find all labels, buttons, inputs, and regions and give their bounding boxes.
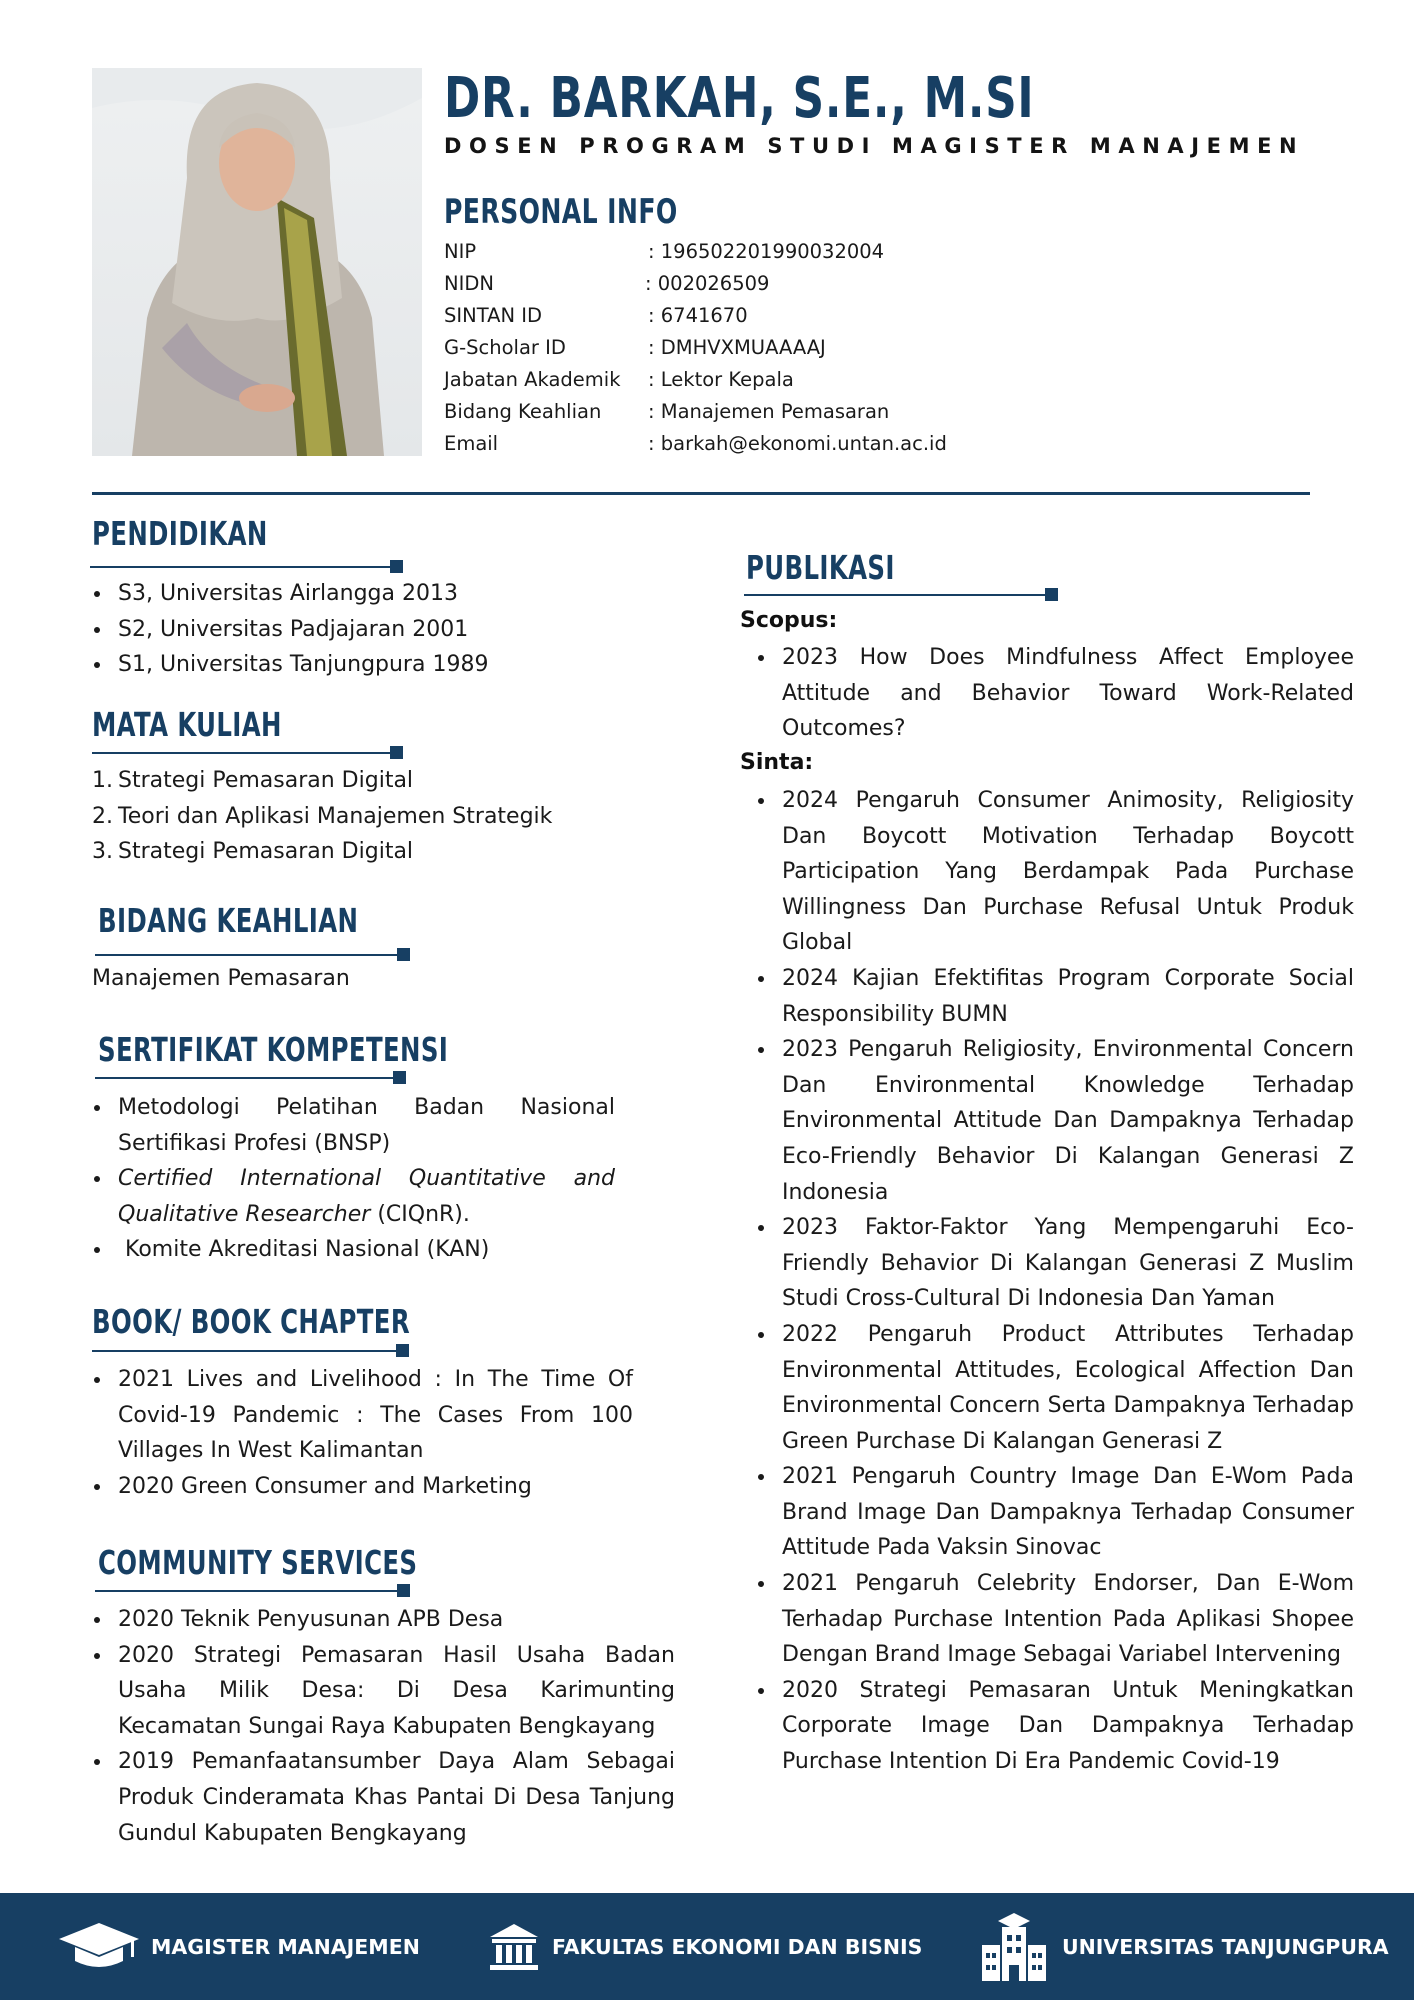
sinta-label: Sinta: xyxy=(740,750,814,775)
list-item: 2020 Teknik Penyusunan APB Desa xyxy=(92,1602,675,1638)
list-item: 2020 Strategi Pemasaran Untuk Meningkatkan Corporate Image Dan Dampaknya Terhadap Purchase Intention Di Era Pandemic Covid-19 xyxy=(756,1673,1354,1780)
community-list xyxy=(92,1602,675,1851)
info-label: Email xyxy=(444,432,499,455)
sertifikat-list xyxy=(92,1090,615,1268)
list-item: Certified International Quantitative and Qualitative Researcher (CIQnR). xyxy=(92,1161,615,1232)
info-value: : DMHVXMUAAAAJ xyxy=(648,336,826,359)
list-item: 3. Strategi Pemasaran Digital xyxy=(92,839,414,865)
list-item: 2021 Pengaruh Country Image Dan E-Wom Pada Brand Image Dan Dampaknya Terhadap Consumer Attitude Pada Vaksin Sinovac xyxy=(756,1459,1354,1566)
pendidikan-underline xyxy=(90,566,402,568)
info-row-nip xyxy=(444,236,947,268)
footer-bar xyxy=(0,1893,1414,2000)
info-label: NIP xyxy=(444,240,477,263)
info-row-gscholar xyxy=(444,332,947,364)
pendidikan-list xyxy=(92,576,652,683)
list-item: 2021 Pengaruh Celebrity Endorser, Dan E-Wom Terhadap Purchase Intention Pada Aplikasi Shopee Dengan Brand Image Sebagai Variabel Intervening xyxy=(756,1566,1354,1673)
sertifikat-underline xyxy=(95,1077,405,1079)
bidang-keahlian-text: Manajemen Pemasaran xyxy=(92,966,350,991)
mata-kuliah-underline xyxy=(92,752,402,754)
footer-label: FAKULTAS EKONOMI DAN BISNIS xyxy=(552,1934,923,1959)
book-underline xyxy=(92,1350,408,1352)
info-row-jabatan xyxy=(444,364,947,396)
info-label: G-Scholar ID xyxy=(444,336,566,359)
book-list xyxy=(92,1362,633,1504)
header-divider xyxy=(92,492,1310,495)
list-item: 2024 Kajian Efektifitas Program Corporate Social Responsibility BUMN xyxy=(756,961,1354,1032)
info-row-email xyxy=(444,428,947,460)
list-item: 2023 Faktor-Faktor Yang Mempengaruhi Eco-Friendly Behavior Di Kalangan Generasi Z Muslim Studi Cross-Cultural Di Indonesia Dan Yaman xyxy=(756,1210,1354,1317)
list-item: S3, Universitas Airlangga 2013 xyxy=(92,576,652,612)
book-title: BOOK/ BOOK CHAPTER xyxy=(92,1302,410,1341)
info-value: : 002026509 xyxy=(645,272,770,295)
info-row-bidang xyxy=(444,396,947,428)
mata-kuliah-title: MATA KULIAH xyxy=(92,705,282,744)
university-campus-icon xyxy=(978,1911,1050,1983)
publikasi-underline xyxy=(744,594,1057,596)
footer-label: UNIVERSITAS TANJUNGPURA xyxy=(1062,1934,1389,1959)
publikasi-title: PUBLIKASI xyxy=(746,548,895,587)
list-item: 2023 How Does Mindfulness Affect Employee Attitude and Behavior Toward Work-Related Outcomes? xyxy=(756,640,1354,747)
community-title: COMMUNITY SERVICES xyxy=(98,1543,418,1582)
institution-building-icon xyxy=(488,1921,540,1973)
profile-photo xyxy=(92,68,422,456)
list-item: 2024 Pengaruh Consumer Animosity, Religiosity Dan Boycott Motivation Terhadap Boycott Participation Yang Berdampak Pada Purchase Willingness Dan Purchase Refusal Untuk Produk Global xyxy=(756,783,1354,961)
personal-info-table xyxy=(444,236,947,460)
person-name: DR. BARKAH, S.E., M.SI xyxy=(444,66,1035,131)
list-item: S2, Universitas Padjajaran 2001 xyxy=(92,612,652,648)
list-item: 2023 Pengaruh Religiosity, Environmental Concern Dan Environmental Knowledge Terhadap Environmental Attitude Dan Dampaknya Terhadap Eco-Friendly Behavior Di Kalangan Generasi Z Indonesia xyxy=(756,1032,1354,1210)
list-item: Metodologi Pelatihan Badan Nasional Sertifikasi Profesi (BNSP) xyxy=(92,1090,615,1161)
info-label: SINTAN ID xyxy=(444,304,543,327)
info-value: : 6741670 xyxy=(648,304,748,327)
footer-item-magister xyxy=(55,1893,420,2000)
list-item: 2. Teori dan Aplikasi Manajemen Strategik xyxy=(92,803,553,829)
info-row-nidn xyxy=(444,268,947,300)
list-item: 1. Strategi Pemasaran Digital xyxy=(92,768,414,793)
sertifikat-title: SERTIFIKAT KOMPETENSI xyxy=(98,1030,449,1069)
job-title: DOSEN PROGRAM STUDI MAGISTER MANAJEMEN xyxy=(444,134,1305,158)
graduation-cap-icon xyxy=(55,1919,139,1975)
list-item: 2021 Lives and Livelihood : In The Time Of Covid-19 Pandemic : The Cases From 100 Villages In West Kalimantan xyxy=(92,1362,633,1469)
community-underline xyxy=(95,1590,409,1592)
info-value: : 196502201990032004 xyxy=(648,240,885,263)
info-value: : barkah@ekonomi.untan.ac.id xyxy=(648,432,947,455)
info-label: Bidang Keahlian xyxy=(444,400,602,423)
sinta-list xyxy=(756,783,1354,1780)
bidang-keahlian-underline xyxy=(95,954,409,956)
footer-item-fakultas xyxy=(488,1893,922,2000)
info-label: NIDN xyxy=(444,272,494,295)
list-item: 2022 Pengaruh Product Attributes Terhadap Environmental Attitudes, Ecological Affection Dan Environmental Concern Serta Dampaknya Terhadap Green Purchase Di Kalangan Generasi Z xyxy=(756,1317,1354,1459)
list-item: Komite Akreditasi Nasional (KAN) xyxy=(92,1232,615,1268)
list-item: S1, Universitas Tanjungpura 1989 xyxy=(92,647,652,683)
pendidikan-title: PENDIDIKAN xyxy=(92,514,268,553)
info-label: Jabatan Akademik xyxy=(444,368,621,391)
footer-item-universitas xyxy=(978,1893,1389,2000)
info-value: : Lektor Kepala xyxy=(648,368,794,391)
mata-kuliah-list xyxy=(92,763,692,870)
footer-label: MAGISTER MANAJEMEN xyxy=(151,1934,420,1959)
list-item: 2019 Pemanfaatansumber Daya Alam Sebagai Produk Cinderamata Khas Pantai Di Desa Tanjung Gundul Kabupaten Bengkayang xyxy=(92,1744,675,1851)
info-row-sintan xyxy=(444,300,947,332)
scopus-label: Scopus: xyxy=(740,608,838,633)
list-item: 2020 Green Consumer and Marketing xyxy=(92,1469,633,1505)
bidang-keahlian-title: BIDANG KEAHLIAN xyxy=(98,901,359,940)
info-value: : Manajemen Pemasaran xyxy=(648,400,890,423)
personal-info-title: PERSONAL INFO xyxy=(444,192,678,232)
scopus-list xyxy=(756,640,1354,747)
list-item: 2020 Strategi Pemasaran Hasil Usaha Badan Usaha Milik Desa: Di Desa Karimunting Kecamatan Sungai Raya Kabupaten Bengkayang xyxy=(92,1638,675,1745)
portrait-illustration xyxy=(92,68,422,456)
